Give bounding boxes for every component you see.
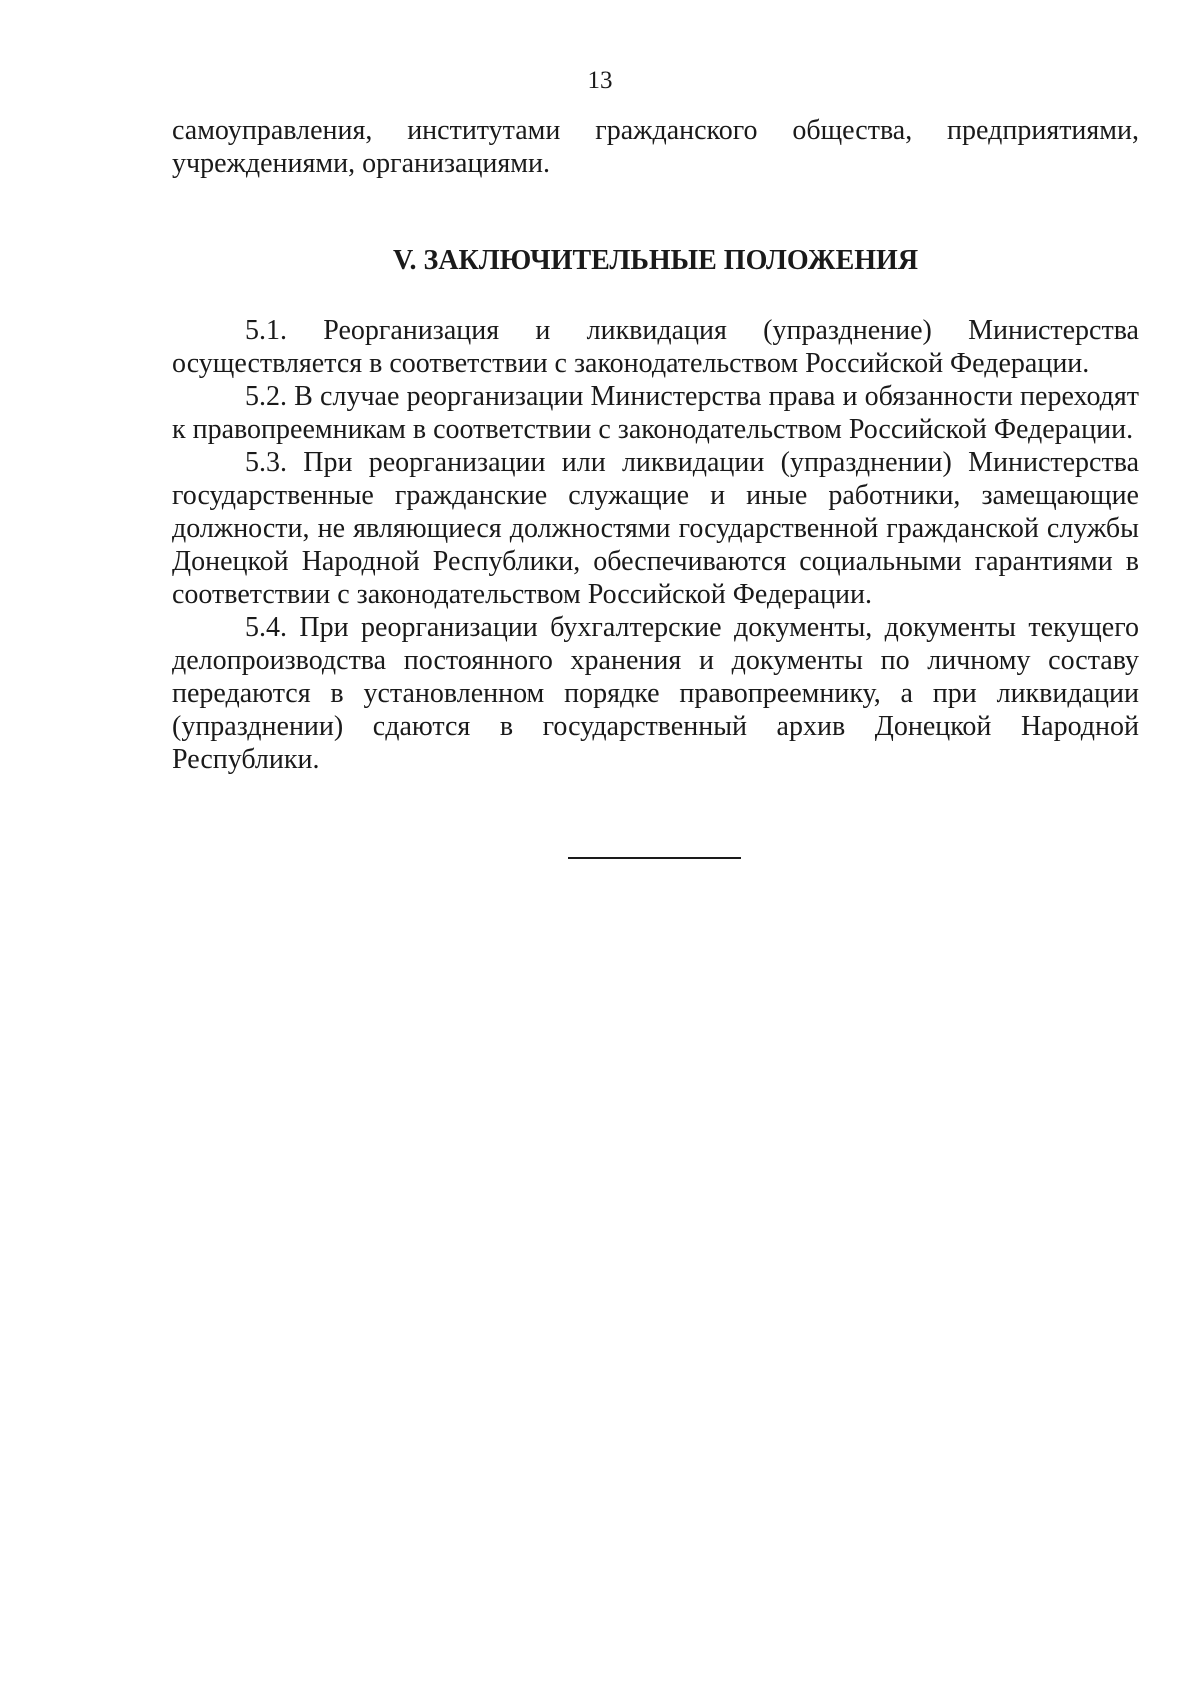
clause-5-4: 5.4. При реорганизации бухгалтерские документы, документы текущего делопроизводства постоянного хранения и документы по личному составу передаются в установленном порядке правопреемнику, а при ликвидации (упразднении) сдаются в государственный архив Донецкой Народной Республики. bbox=[172, 612, 1139, 775]
continuation-paragraph: самоуправления, институтами гражданского общества, предприятиями, учреждениями, организациями. bbox=[172, 115, 1139, 179]
end-of-document-rule bbox=[568, 857, 741, 859]
section-heading: V. ЗАКЛЮЧИТЕЛЬНЫЕ ПОЛОЖЕНИЯ bbox=[392, 245, 919, 276]
document-body bbox=[172, 114, 1139, 776]
clause-5-2: 5.2. В случае реорганизации Министерства права и обязанности переходят к правопреемникам в соответствии с законодательством Российской Федерации. bbox=[172, 381, 1139, 445]
page-number: 13 bbox=[587, 67, 613, 94]
clause-5-3: 5.3. При реорганизации или ликвидации (упразднении) Министерства государственные гражданские служащие и иные работники, замещающие должности, не являющиеся должностями государственной гражданской службы Донецкой Народной Республики, обеспечиваются социальными гарантиями в соответствии с законодательством Российской Федерации. bbox=[172, 447, 1139, 610]
clause-5-1: 5.1. Реорганизация и ликвидация (упразднение) Министерства осуществляется в соответствии с законодательством Российской Федерации. bbox=[172, 315, 1139, 379]
